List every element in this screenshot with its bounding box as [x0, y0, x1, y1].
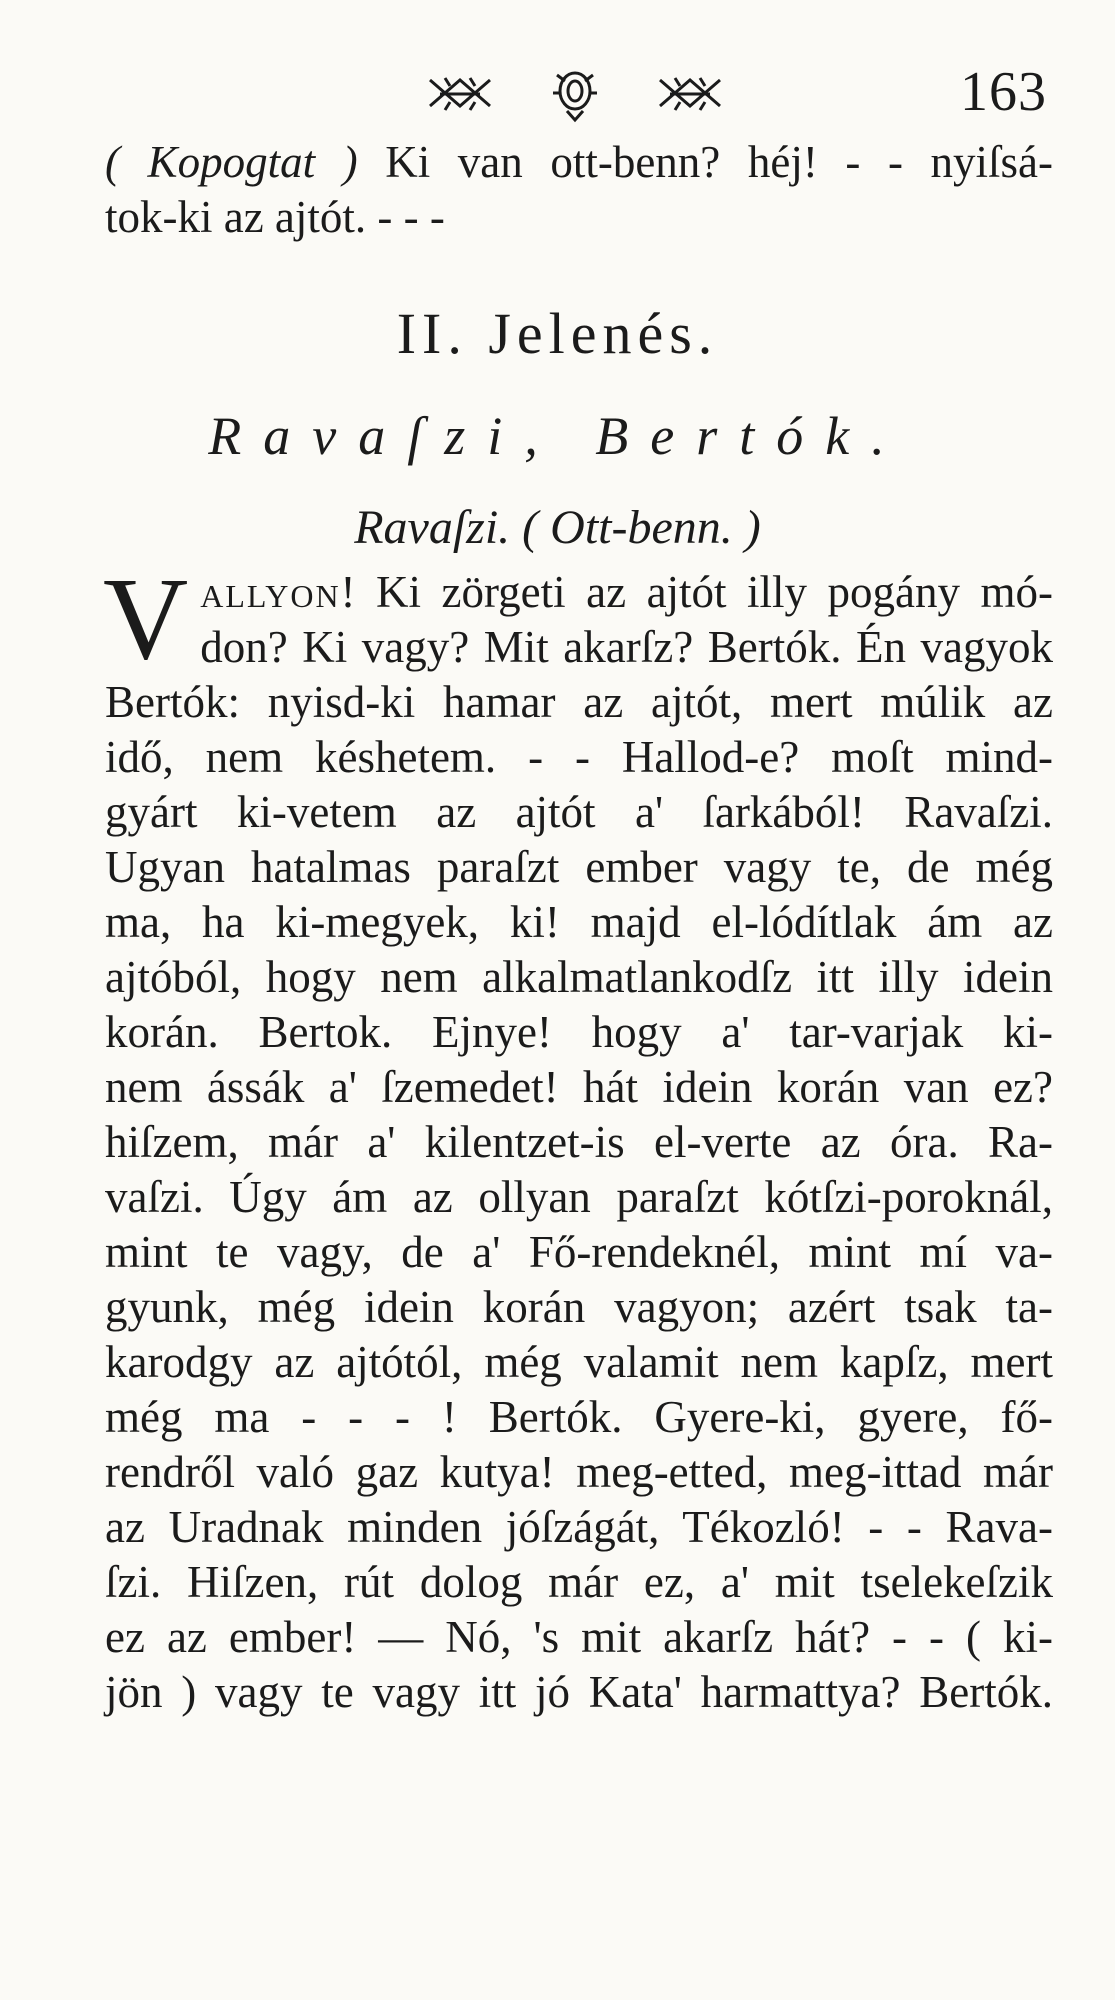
page-number: 163: [960, 61, 1047, 123]
dialogue-line-14: karodgy az ajtótól, még valamit nem kapſz, mert: [105, 1337, 1053, 1387]
dialogue-line-16: rendről való gaz kutya! meg-etted, meg-ittad már: [105, 1447, 1053, 1497]
left-fleuron-icon: [425, 72, 495, 116]
center-medallion-icon: [547, 65, 603, 123]
dialogue-line-6: ma, ha ki-megyek, ki! majd el-lódítlak ám az: [105, 897, 1053, 947]
page-header: [0, 58, 1115, 128]
dialogue-line-3: idő, nem késhetem. - - Hallod-e? moſt mind-: [105, 732, 1053, 782]
dialogue-line-13: gyunk, még idein korán vagyon; azért tsak ta-: [105, 1282, 1053, 1332]
scene-heading: II. Jelenés.: [396, 301, 719, 366]
dialogue-line-15: még ma - - - ! Bertók. Gyere-ki, gyere, fő-: [105, 1392, 1053, 1442]
dialogue-text: [103, 553, 1053, 1720]
dialogue-line-1: don? Ki vagy? Mit akarſz? Bertók. Én vagyok: [200, 622, 1053, 672]
dialogue-line-0: [105, 565, 1053, 620]
dialogue-line-18: ſzi. Hiſzen, rút dolog már ez, a' mit tselekeſzik: [105, 1557, 1053, 1607]
dialogue-line-9: nem ássák a' ſzemedet! hát idein korán van ez?: [105, 1062, 1053, 1112]
dialogue-line-17: az Uradnak minden jóſzágát, Tékozló! - - Rava-: [105, 1502, 1053, 1552]
header-ornaments: [425, 64, 725, 124]
dialogue-line-20: jön ) vagy te vagy itt jó Kata' harmattya? Bertók.: [105, 1667, 1053, 1717]
speaker-line: Ravaſzi. ( Ott-benn. ): [354, 501, 761, 554]
dialogue-line-11: vaſzi. Úgy ám az ollyan paraſzt kótſzi-poroknál,: [105, 1172, 1053, 1222]
dialogue-line-19: ez az ember! — Nó, 's mit akarſz hát? - - ( ki-: [105, 1612, 1053, 1662]
intro-line-1-text: Ki van ott-benn? héj! - - nyiſsá-: [357, 137, 1053, 187]
dialogue-line-5: Ugyan hatalmas paraſzt ember vagy te, de még: [105, 842, 1053, 892]
dialogue-line-8: korán. Bertok. Ejnye! hogy a' tar-varjak ki-: [105, 1007, 1053, 1057]
intro-line-1: [105, 135, 1053, 190]
dialogue-line-4: gyárt ki-vetem az ajtót a' ſarkából! Ravaſzi.: [105, 787, 1053, 837]
stage-direction: ( Kopogtat ): [105, 137, 358, 187]
drop-cap: V: [103, 553, 189, 684]
dialogue-line-0-text: ! Ki zörgeti az ajtót illy pogány mó-: [340, 567, 1053, 617]
intro-line-2: tok-ki az ajtót. - - -: [105, 192, 445, 242]
right-fleuron-icon: [655, 72, 725, 116]
dialogue-line-2: Bertók: nyisd-ki hamar az ajtót, mert múlik az: [105, 677, 1053, 727]
first-word: allyon: [200, 567, 341, 617]
scene-characters: Ravaſzi, Bertók.: [208, 406, 907, 466]
intro-text: [105, 135, 1053, 245]
dialogue-line-10: hiſzem, már a' kilentzet-is el-verte az óra. Ra-: [105, 1117, 1053, 1167]
dialogue-line-12: mint te vagy, de a' Fő-rendeknél, mint mí va-: [105, 1227, 1053, 1277]
dialogue-line-7: ajtóból, hogy nem alkalmatlankodſz itt illy idein: [105, 952, 1053, 1002]
